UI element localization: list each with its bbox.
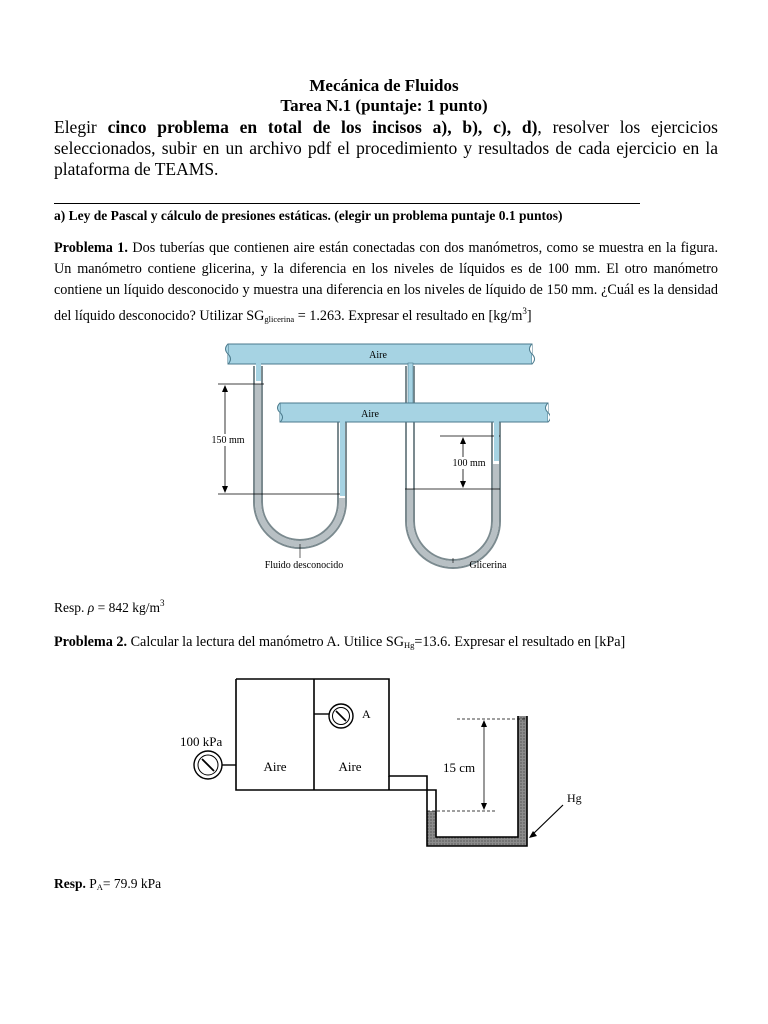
problem1-text3: ]: [526, 308, 532, 324]
problem1-sg-subscript: glicerina: [264, 314, 295, 324]
page-title: Mecánica de Fluidos: [309, 76, 459, 95]
dimension-15cm: [427, 719, 527, 811]
dim-15-label: 15 cm: [443, 760, 476, 775]
problem2-text: Calcular la lectura del manómetro A. Utilice SG: [127, 634, 404, 650]
hg-label: Hg: [567, 791, 582, 805]
resp-prefix: Resp.: [54, 600, 88, 615]
rho-symbol: ρ: [87, 600, 95, 615]
resp2-value: = 79.9 kPa: [102, 876, 162, 891]
page-subtitle: Tarea N.1 (puntaje: 1 punto): [280, 96, 488, 115]
problem1-answer: [54, 598, 164, 616]
resp-value: = 842 kg/m: [94, 600, 160, 615]
problem2-sg-subscript: Hg: [404, 640, 415, 650]
resp2-sub: A: [96, 882, 103, 892]
dim-100-label: 100 mm: [452, 458, 486, 469]
air-left-label: Aire: [263, 759, 287, 774]
mercury-fill: [427, 716, 527, 846]
glycerin-label: Glicerina: [469, 560, 507, 571]
resp-unit-sup: 3: [159, 598, 165, 608]
middle-pipe-label: Aire: [361, 409, 379, 420]
top-pipe-label: Aire: [369, 350, 387, 361]
intro-text-start: Elegir: [54, 117, 108, 137]
section-divider: [54, 203, 640, 204]
problem1-unit-sup: 3: [522, 306, 527, 316]
gauge-a: [314, 704, 353, 728]
problem1-paragraph: [54, 238, 718, 330]
resp2-p: P: [85, 876, 97, 891]
dim-150-label: 150 mm: [211, 435, 245, 446]
problem2-label: Problema 2.: [54, 634, 128, 650]
section-a-heading: a) Ley de Pascal y cálculo de presiones estáticas. (elegir un problema puntaje 0.1 puntos): [54, 208, 563, 223]
resp2-label: Resp.: [54, 876, 86, 891]
gauge-a-label: A: [362, 707, 371, 721]
gauge-tank-figure: [175, 672, 595, 854]
problem1-label: Problema 1.: [54, 240, 128, 256]
problem1-text2: = 1.263. Expresar el resultado en [kg/m: [294, 308, 523, 324]
air-right-label: Aire: [338, 759, 362, 774]
gauge-left-label: 100 kPa: [180, 734, 223, 749]
manometer-figure: [200, 336, 550, 580]
problem1-text: Dos tuberías que contienen aire están conectadas con dos manómetros, como se muestra en la figura. Un manómetro contiene glicerina, y la diferencia en los niveles de líquidos es de 100 mm. El otro manómetro contiene un líquido desconocido y muestra una diferencia en los niveles de líquido de 150 mm. ¿Cuál es la densidad del líquido desconocido? Utilizar SG: [54, 240, 718, 324]
intro-bold: cinco problema en total de los incisos a), b), c), d): [107, 117, 538, 137]
intro-paragraph: [54, 117, 718, 180]
problem2-text2: =13.6. Expresar el resultado en [kPa]: [414, 634, 626, 650]
unknown-fluid-label: Fluido desconocido: [264, 560, 344, 571]
problem2-answer: [54, 876, 161, 892]
problem2-paragraph: [54, 632, 718, 656]
left-u-tube: [258, 366, 342, 544]
gauge-left: [194, 751, 236, 779]
intro-text-end: , resolver los ejercicios seleccionados, subir en un archivo pdf el procedimiento y resultados de cada ejercicio en la plataforma de TEAMS.: [54, 117, 718, 179]
